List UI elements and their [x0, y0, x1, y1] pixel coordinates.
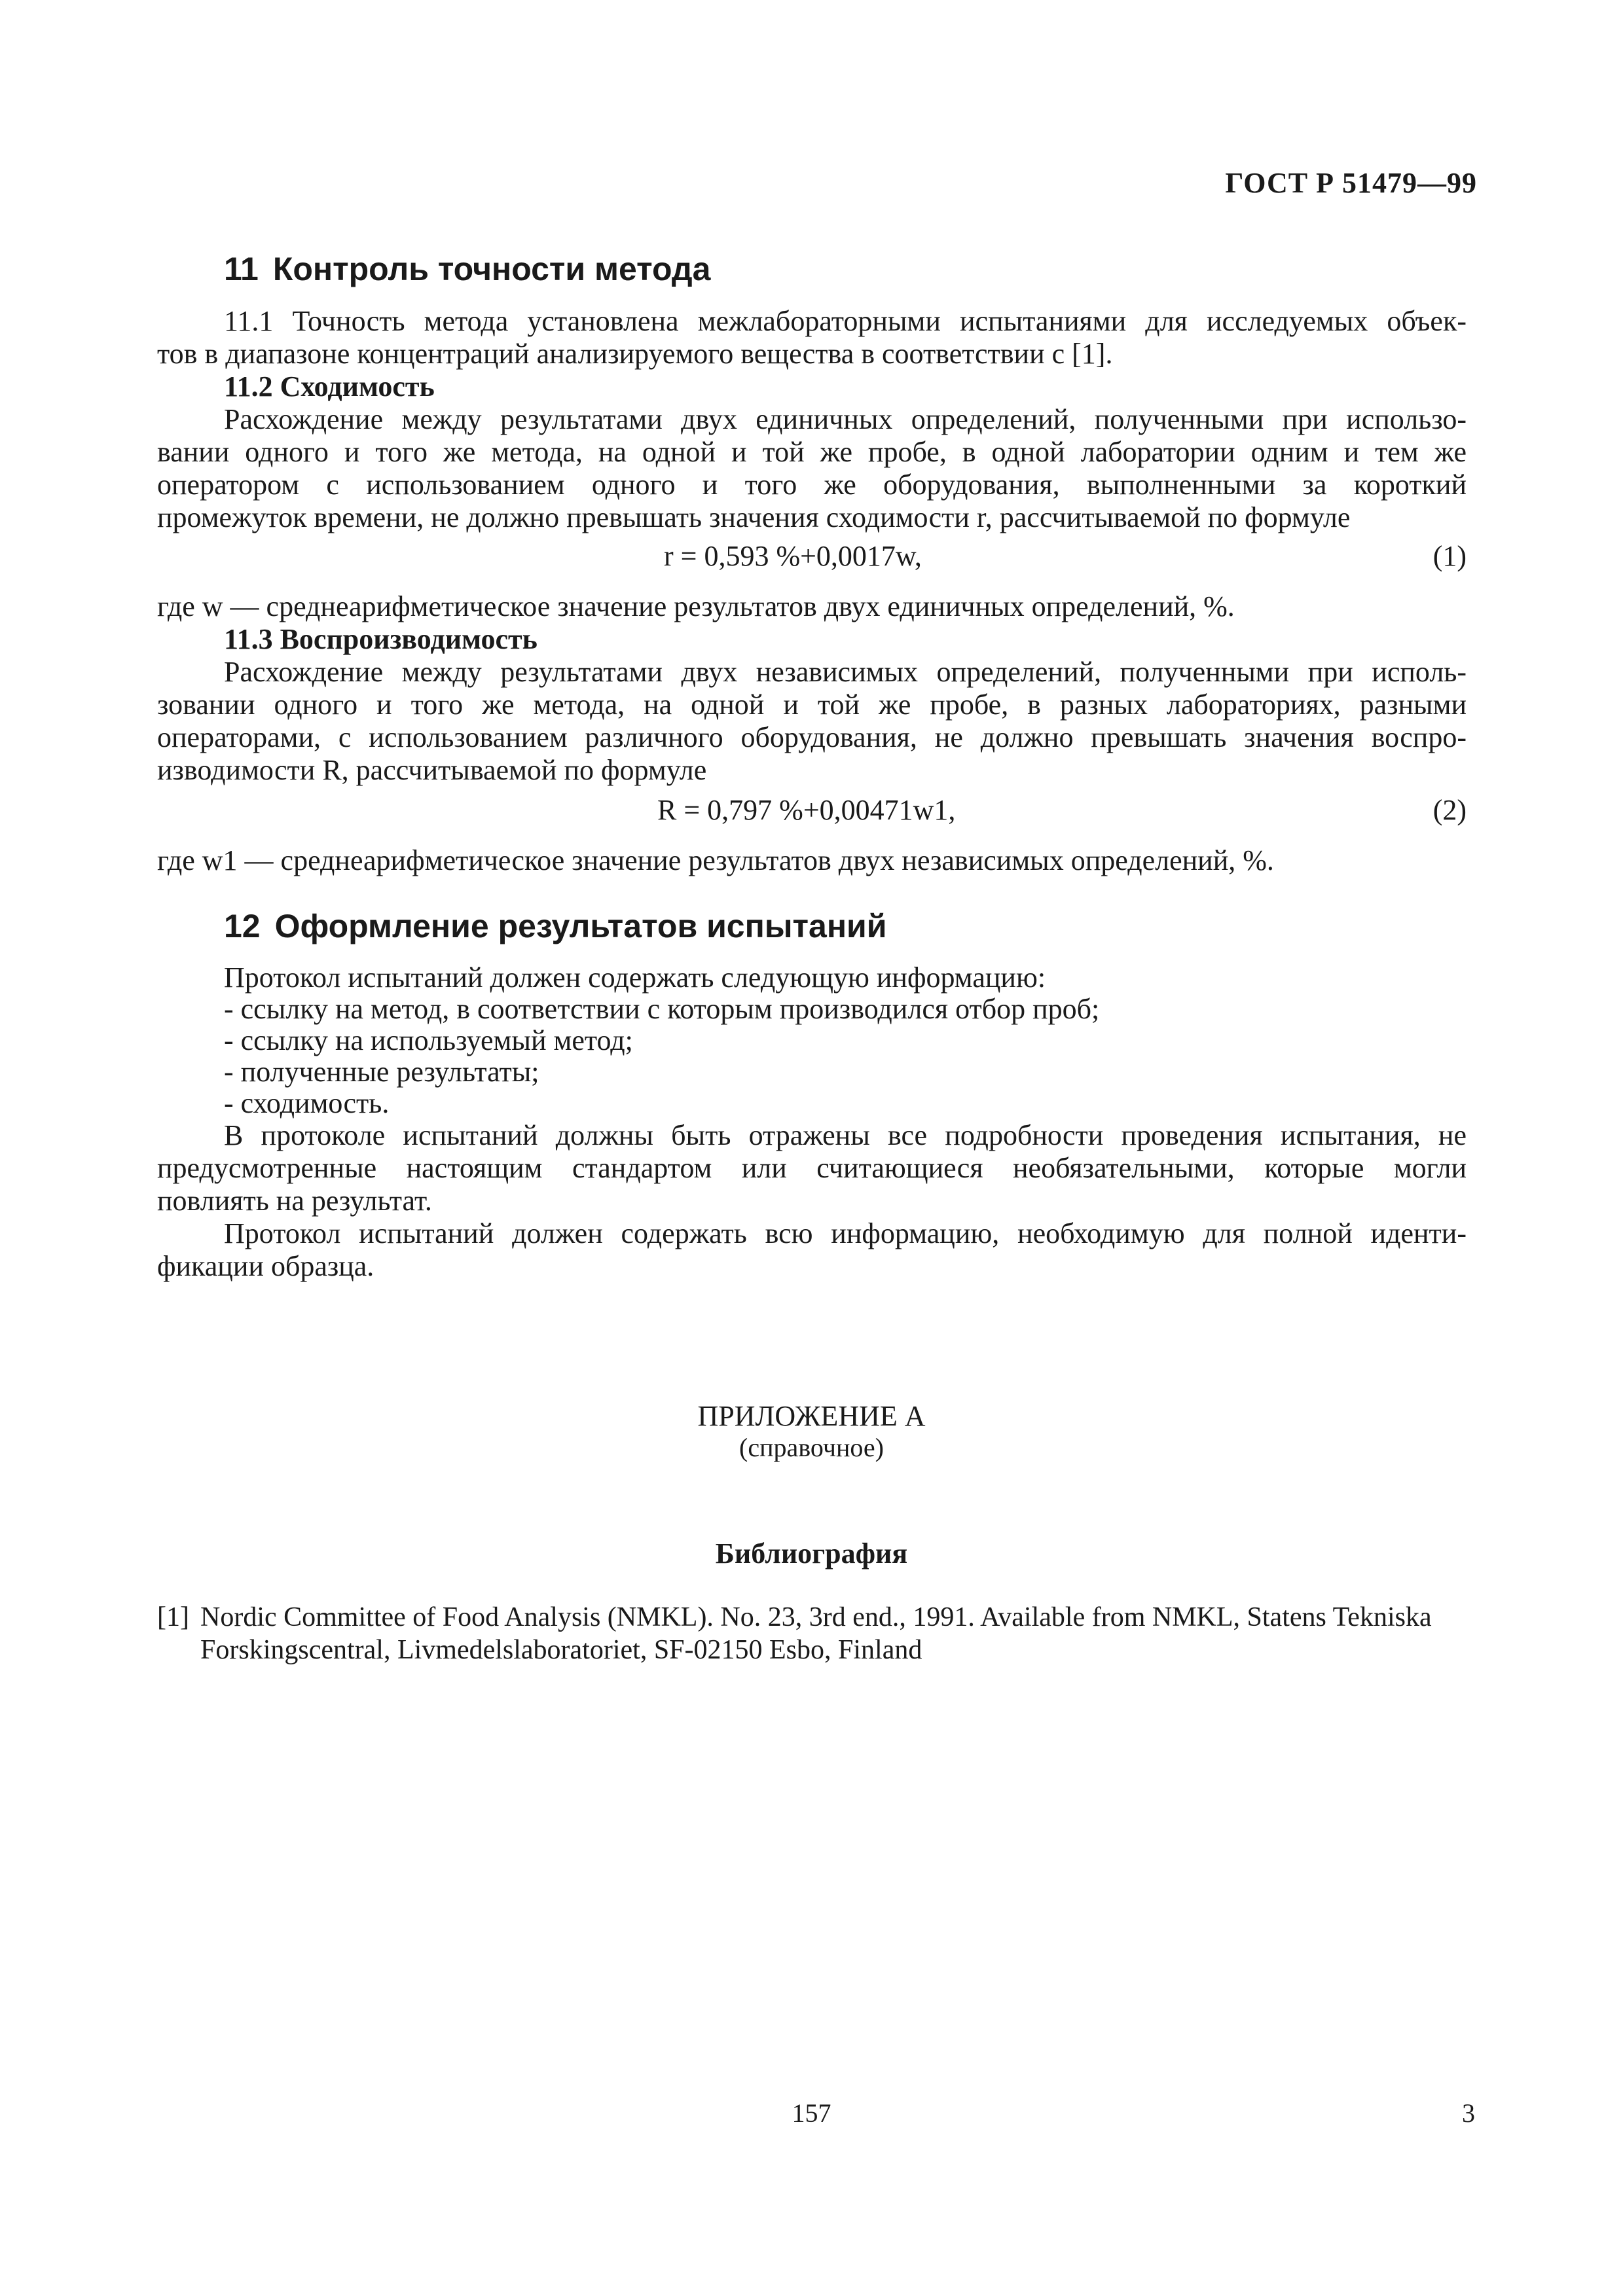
formula-2-explanation: где w1 — среднеарифметическое значение результатов двух независимых определений, %. — [157, 844, 1274, 876]
section-11-heading — [224, 250, 710, 288]
paragraph-line: В протоколе испытаний должны быть отражены все подробности проведения испытания, не — [224, 1119, 1467, 1151]
section-12-heading — [224, 907, 887, 945]
sheet-number: 3 — [1462, 2098, 1475, 2128]
formula-1: r = 0,593 %+0,0017w, — [664, 540, 922, 572]
paragraph-line: изводимости R, рассчитываемой по формуле — [157, 754, 707, 786]
paragraph-line: Расхождение между результатами двух единичных определений, полученными при использо- — [224, 403, 1467, 435]
reference-marker: [1] — [157, 1602, 189, 1632]
list-intro: Протокол испытаний должен содержать следующую информацию: — [224, 961, 1046, 994]
subsection-11-3-title: 11.3 Воспроизводимость — [224, 623, 538, 655]
paragraph-line: предусмотренные настоящим стандартом или считающиеся необязательными, которые могли — [157, 1152, 1467, 1184]
section-11-title: Контроль точности метода — [272, 251, 711, 287]
subsection-11-2-title: 11.2 Сходимость — [224, 370, 435, 403]
page-number: 157 — [792, 2098, 831, 2128]
paragraph-line: вании одного и того же метода, на одной и той же пробе, в одной лаборатории одним и тем же — [157, 436, 1467, 468]
paragraph-12-2 — [157, 1119, 1467, 1283]
document-code: ГОСТ Р 51479—99 — [1225, 167, 1477, 199]
section-12-title: Оформление результатов испытаний — [274, 908, 887, 944]
paragraph-11-3 — [157, 590, 1467, 787]
paragraph-line: фикации образца. — [157, 1250, 374, 1282]
section-12-number: 12 — [224, 908, 261, 944]
formula-2: R = 0,797 %+0,00471w1, — [657, 794, 956, 826]
paragraph-line: 11.1 Точность метода установлена межлабораторными испытаниями для исследуемых объек- — [224, 305, 1467, 337]
paragraph-line: промежуток времени, не должно превышать значения сходимости r, рассчитываемой по формуле — [157, 501, 1351, 533]
formula-2-explanation-block — [157, 844, 1467, 877]
appendix-subtitle: (справочное) — [739, 1433, 884, 1462]
formula-1-number: (1) — [1432, 540, 1467, 572]
paragraph-line: тов в диапазоне концентраций анализируемого вещества в соответствии с [1]. — [157, 338, 1113, 370]
reference-line: Nordic Committee of Food Analysis (NMKL). No. 23, 3rd end., 1991. Available from NMKL, Statens Tekniska — [200, 1602, 1432, 1632]
appendix-title: ПРИЛОЖЕНИЕ А — [697, 1400, 926, 1432]
formula-1-explanation: где w — среднеарифметическое значение результатов двух единичных определений, %. — [157, 590, 1235, 622]
paragraph-line: оператором с использованием одного и того же оборудования, выполненными за короткий — [157, 469, 1467, 501]
list-item: - полученные результаты; — [224, 1056, 539, 1088]
results-list — [224, 962, 1468, 1119]
paragraph-line: повлиять на результат. — [157, 1185, 432, 1217]
paragraph-11-1 — [157, 305, 1467, 534]
bibliography-entry — [157, 1601, 1473, 1666]
paragraph-line: операторами, с использованием различного оборудования, не должно превышать значения воспро- — [157, 721, 1467, 753]
paragraph-line: зовании одного и того же метода, на одной и той же пробе, в разных лабораториях, разными — [157, 689, 1467, 721]
bibliography-title: Библиография — [715, 1537, 908, 1570]
paragraph-line: Протокол испытаний должен содержать всю информацию, необходимую для полной иденти- — [224, 1217, 1467, 1249]
section-11-number: 11 — [224, 251, 259, 287]
list-item: - ссылку на используемый метод; — [224, 1024, 633, 1056]
formula-2-number: (2) — [1432, 794, 1467, 826]
list-item: - сходимость. — [224, 1087, 390, 1119]
paragraph-line: Расхождение между результатами двух независимых определений, полученными при исполь- — [224, 656, 1467, 688]
reference-line: Forskingscentral, Livmedelslaboratoriet, SF-02150 Esbo, Finland — [200, 1635, 922, 1665]
list-item: - ссылку на метод, в соответствии с которым производился отбор проб; — [224, 993, 1100, 1025]
